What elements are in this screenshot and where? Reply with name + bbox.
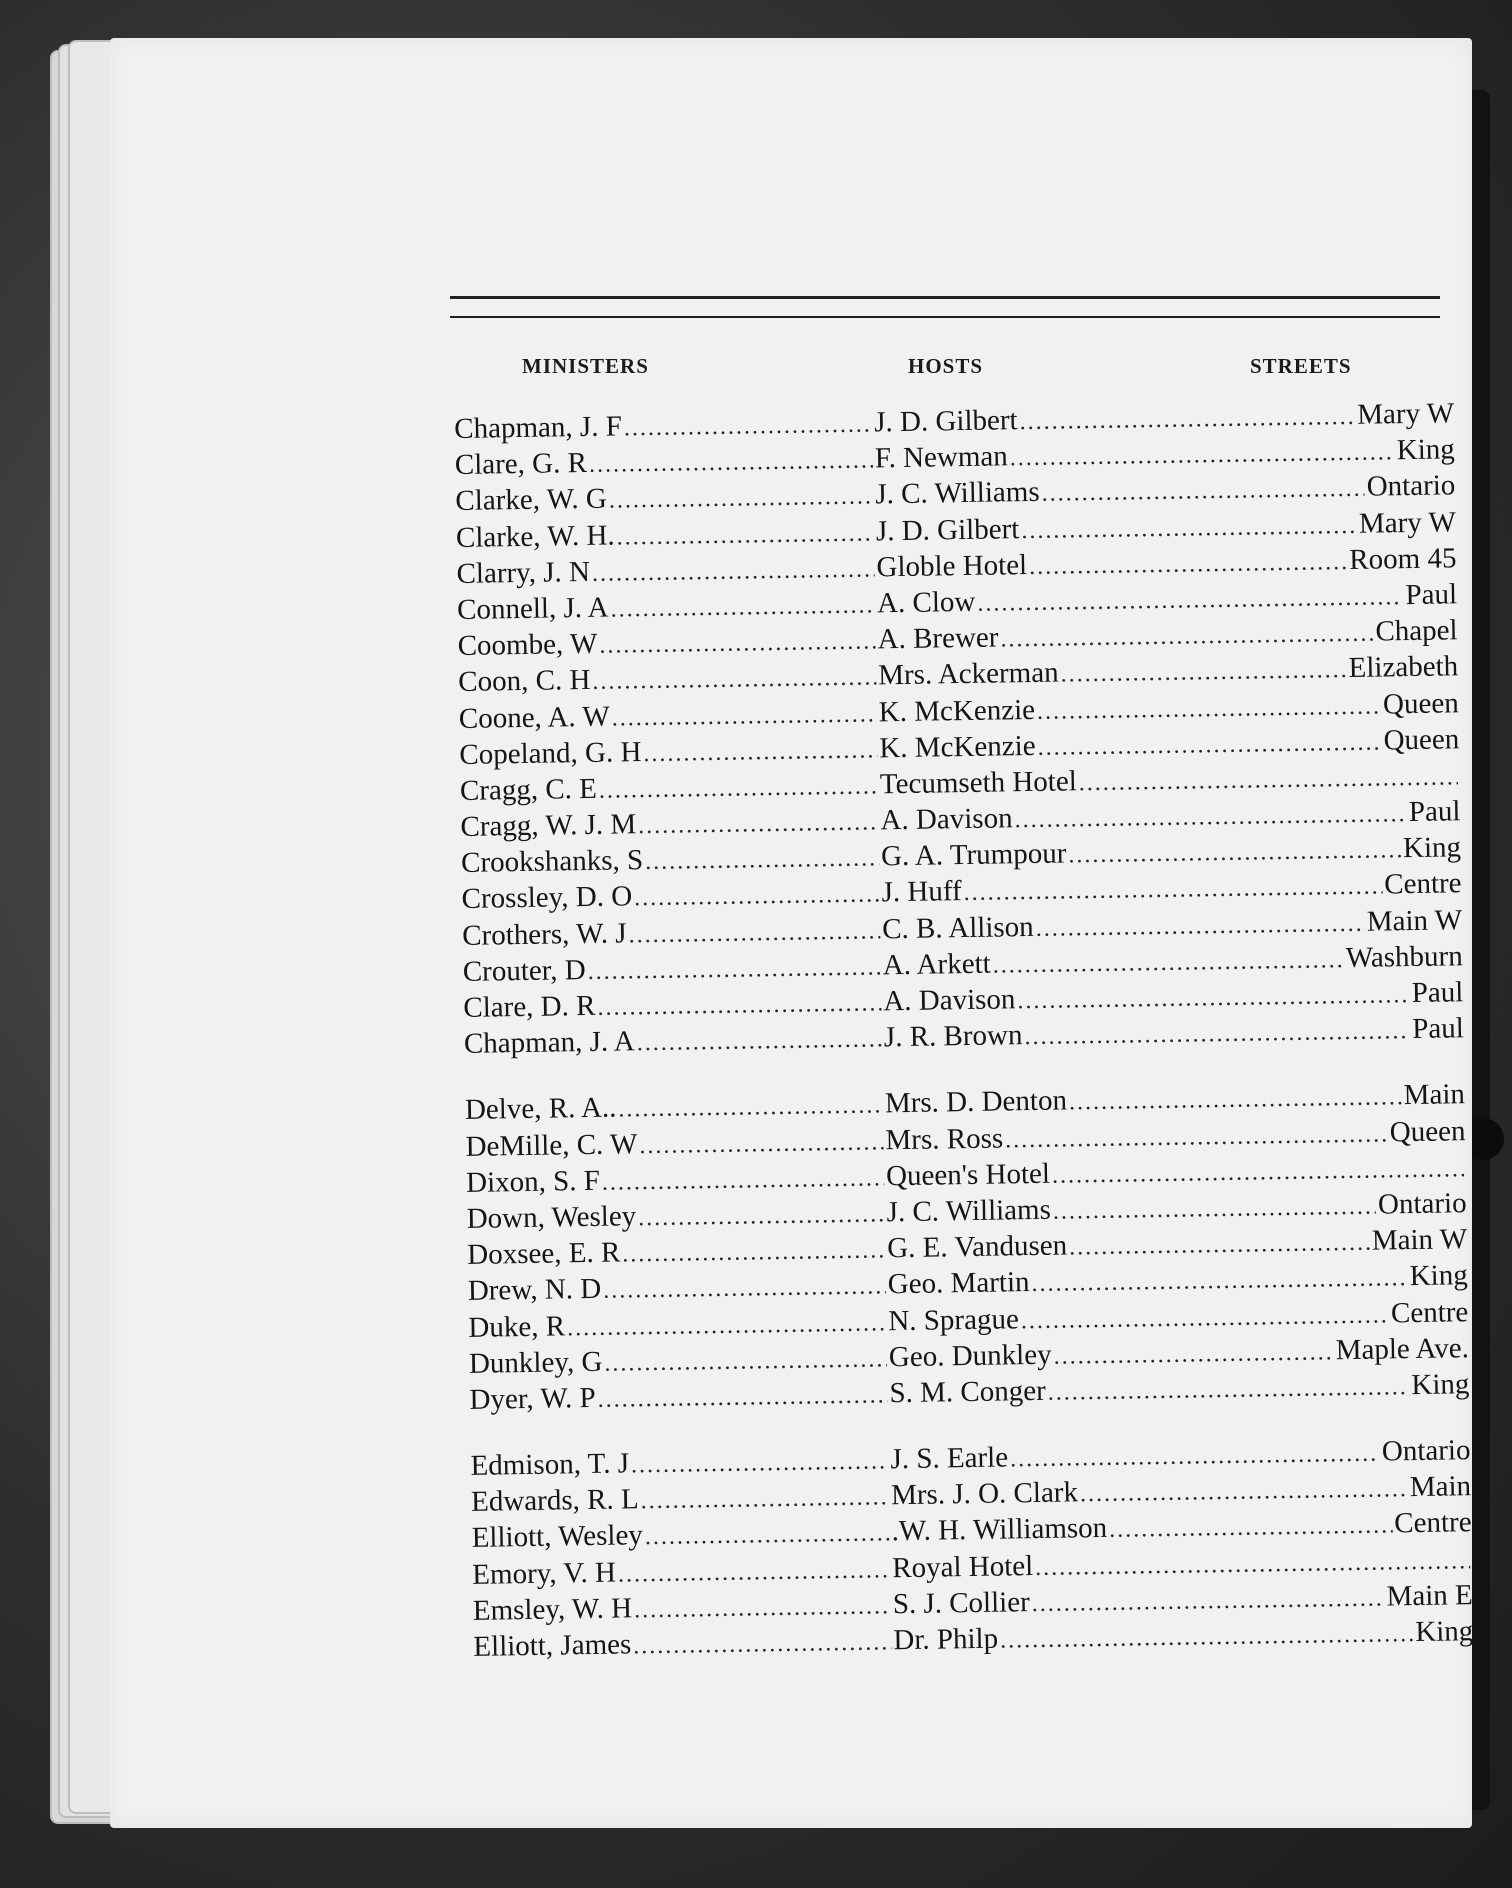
host-name: J. D. Gilbert — [873, 404, 1018, 439]
minister-name: Delve, R. A.. — [464, 1091, 617, 1127]
dot-leader — [643, 732, 878, 772]
minister-name: Connell, J. A — [456, 591, 609, 626]
host-name: Mrs. J. O. Clark — [890, 1476, 1079, 1512]
dot-leader — [636, 1022, 882, 1062]
street-name: Main W — [1371, 1223, 1468, 1257]
minister-name: Dunkley, G — [468, 1345, 603, 1380]
street-name: Maple Ave. — [1335, 1331, 1470, 1366]
street-name: Paul — [1405, 578, 1458, 612]
host-name: A. Brewer — [877, 621, 999, 656]
minister-name: Copeland, G. H — [459, 735, 642, 771]
street-name: Ontario — [1381, 1434, 1471, 1468]
column-headers — [450, 354, 1450, 390]
street-name: Paul — [1408, 795, 1461, 829]
minister-name: Emsley, W. H — [472, 1592, 633, 1627]
street-name: Main — [1409, 1470, 1472, 1504]
minister-name: Down, Wesley — [466, 1200, 637, 1235]
host-name: A. Davison — [880, 802, 1013, 837]
street-name: Mary W — [1356, 397, 1455, 431]
host-cell — [889, 1366, 1470, 1413]
letter-group — [470, 1432, 1473, 1665]
minister-name: Edwards, R. L — [470, 1483, 639, 1519]
header-ministers: MINISTERS — [522, 354, 649, 378]
header-streets: STREETS — [1250, 354, 1352, 378]
host-name: Geo. Dunkley — [888, 1338, 1052, 1373]
minister-cell — [473, 1622, 894, 1667]
street-name: Paul — [1411, 976, 1464, 1010]
minister-name: Crookshanks, S — [460, 844, 644, 880]
minister-cell — [464, 1020, 885, 1065]
host-name: Geo. Martin — [887, 1266, 1030, 1301]
street-name: Centre — [1390, 1295, 1469, 1329]
street-name: Ontario — [1366, 469, 1456, 504]
street-name: Chapel — [1375, 614, 1458, 648]
street-name: Mary W — [1358, 505, 1457, 540]
minister-name: Coon, C. H — [458, 664, 591, 699]
host-name: Mrs. Ackerman — [877, 656, 1059, 692]
minister-name: Clarke, W. H. — [455, 519, 615, 554]
host-name: J. C. Williams — [886, 1193, 1052, 1229]
host-name: C. B. Allison — [881, 910, 1034, 945]
minister-name: Chapman, J. F — [454, 410, 623, 445]
minister-name: Edmison, T. J — [470, 1447, 630, 1482]
street-name: Centre — [1394, 1506, 1472, 1540]
host-name: A. Davison — [883, 983, 1016, 1018]
host-name: N. Sprague — [888, 1302, 1020, 1337]
minister-name: Crouter, D — [462, 953, 586, 988]
dot-leader — [597, 1377, 887, 1418]
host-name: Royal Hotel — [891, 1549, 1034, 1584]
letter-group — [454, 395, 1464, 1062]
minister-name: Cragg, C. E — [459, 772, 598, 807]
minister-name: DeMille, C. W — [465, 1127, 638, 1163]
minister-name: Clare, D. R — [463, 989, 596, 1024]
host-name: .W. H. Williamson — [891, 1512, 1108, 1548]
minister-name: Dyer, W. P — [469, 1381, 596, 1416]
host-name: J. Huff — [881, 875, 962, 909]
host-name: J. R. Brown — [883, 1019, 1023, 1054]
minister-name: Drew, N. D — [467, 1273, 602, 1308]
header-hosts: HOSTS — [908, 354, 984, 378]
street-name: Main E — [1386, 1578, 1473, 1613]
street-name: King — [1409, 1259, 1468, 1293]
minister-cell — [469, 1375, 890, 1420]
street-name: King — [1402, 831, 1462, 865]
street-name: Queen — [1382, 686, 1459, 720]
minister-name: Emory, V. H — [472, 1556, 617, 1591]
minister-name: Dixon, S. F — [465, 1164, 601, 1199]
dot-leader — [633, 1624, 892, 1664]
host-name: G. E. Vandusen — [886, 1229, 1068, 1265]
street-name: Washburn — [1345, 940, 1463, 974]
host-name: Globle Hotel — [876, 548, 1028, 584]
minister-name: Crossley, D. O — [461, 880, 633, 916]
street-name: Queen — [1383, 722, 1460, 757]
dot-leader — [645, 841, 879, 881]
host-name: Mrs. Ross — [885, 1122, 1004, 1156]
top-rule — [450, 316, 1440, 318]
minister-name: Clare, G. R — [454, 447, 588, 482]
host-name: Dr. Philp — [893, 1622, 999, 1657]
host-name: K. McKenzie — [878, 693, 1036, 728]
host-name: Mrs. D. Denton — [884, 1084, 1068, 1120]
dot-leader — [1000, 1616, 1414, 1658]
host-name: J. C. Williams — [875, 476, 1040, 511]
host-name: F. Newman — [874, 440, 1009, 475]
street-name: Main W — [1366, 903, 1463, 938]
dot-leader — [1024, 1013, 1410, 1055]
host-name: Tecumseth Hotel — [879, 765, 1078, 801]
minister-name: Crothers, W. J — [461, 916, 627, 952]
host-cell — [893, 1613, 1474, 1660]
street-name: Main — [1403, 1078, 1466, 1112]
host-cell — [884, 1010, 1465, 1057]
street-name: Ontario — [1377, 1187, 1467, 1221]
street-name: Elizabeth — [1348, 650, 1459, 685]
minister-name: Clarry, J. N — [456, 555, 591, 590]
billeting-table — [454, 395, 1474, 1695]
street-name: Room 45 — [1349, 542, 1457, 576]
street-name: King — [1415, 1615, 1474, 1649]
street-name: King — [1411, 1368, 1470, 1401]
host-name: A. Arkett — [882, 947, 991, 982]
letter-group — [465, 1077, 1470, 1418]
minister-name: Elliott, James — [473, 1628, 632, 1663]
host-name: Queen's Hotel — [885, 1157, 1051, 1193]
host-name: K. McKenzie — [879, 729, 1036, 765]
street-name: Paul — [1412, 1012, 1465, 1046]
minister-name: Chapman, J. A — [463, 1025, 635, 1061]
host-name: J. D. Gilbert — [875, 512, 1020, 547]
minister-name: Coone, A. W — [458, 700, 610, 735]
host-name: A. Clow — [876, 585, 976, 620]
street-name: Queen — [1389, 1114, 1466, 1148]
host-name: G. A. Trumpour — [880, 837, 1067, 873]
host-name: J. S. Earle — [890, 1441, 1009, 1476]
dot-leader — [1048, 1369, 1410, 1411]
top-rule — [450, 296, 1440, 299]
minister-name: Doxsee, E. R — [467, 1236, 621, 1272]
minister-name: Elliott, Wesley — [471, 1519, 644, 1555]
minister-name: Clarke, W. G — [455, 482, 608, 518]
minister-name: Cragg, W. J. M — [460, 808, 637, 844]
host-name: S. J. Collier — [892, 1585, 1030, 1621]
document-page — [110, 38, 1472, 1828]
minister-name: Coombe, W — [457, 627, 598, 663]
street-name: King — [1396, 433, 1455, 467]
minister-name: Duke, R — [468, 1309, 566, 1344]
host-name: S. M. Conger — [889, 1374, 1047, 1410]
street-name: Centre — [1383, 867, 1462, 901]
